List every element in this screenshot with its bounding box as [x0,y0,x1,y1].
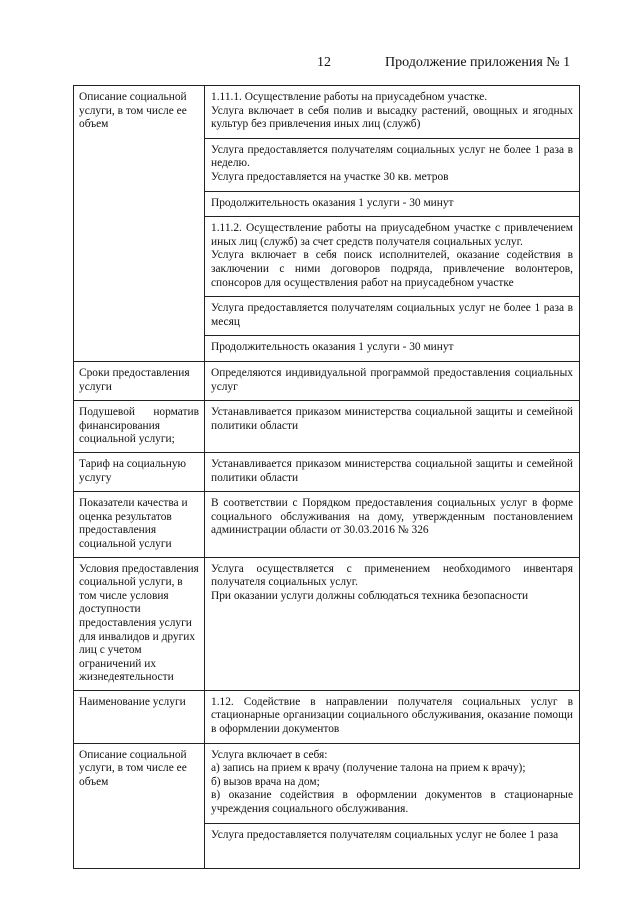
content-paragraph: Определяются индивидуальной программой предоставления социальных услуг [211,367,573,393]
content-block [205,691,579,743]
row-content-cell [205,690,580,743]
content-paragraph: Услуга предоставляется получателям социальных услуг не более 1 раза [211,828,559,841]
content-block [205,453,579,491]
content-block [205,492,579,544]
row-label: Описание социальной услуги, в том числе ее объем [79,748,187,788]
content-block [205,336,579,361]
content-paragraph: Услуга предоставляется на участке 30 кв. метров [211,170,449,183]
row-label-cell [74,743,205,868]
content-paragraph: Услуга осуществляется с применением необходимого инвентаря получателя социальных услуг. [211,562,573,589]
row-label: Наименование услуги [79,695,186,708]
content-paragraph: Услуга включает в себя поиск исполнителей, оказание содействия в заключении с ними договоров подряда, привлечение волонтеров, спонсоров для осуществления работ на приусадебном участке [211,249,573,289]
content-paragraph: Услуга предоставляется получателям социальных услуг не более 1 раза в месяц [211,302,573,328]
content-block [205,86,579,139]
row-label: Тариф на социальную услугу [79,457,187,484]
content-paragraph: 1.12. Содействие в направлении получателя социальных услуг в стационарные организации социального обслуживания, оказание помощи в оформлении документов [211,695,573,736]
content-block [205,558,579,610]
row-label-cell [74,690,205,743]
table-row [74,401,580,453]
row-label: Условия предоставления социальной услуги, в том числе условия доступности предоставления услуги для инвалидов и других лиц с учетом ограничений их жизнедеятельности [79,562,199,684]
content-paragraph: в) оказание содействия в оформлении документов в стационарные учреждения социального обслуживания. [211,789,573,816]
content-paragraph: б) вызов врача на дом; [211,775,320,788]
appendix-continuation-title: Продолжение приложения № 1 [385,55,571,70]
table-row [74,743,580,868]
row-content-cell [205,86,580,362]
content-paragraph: 1.11.2. Осуществление работы на приусадебном участке с привлечением иных лиц (служб) за счет средств получателя социальных услуг. [211,222,573,248]
content-paragraph: Услуга предоставляется получателям социальных услуг не более 1 раза в неделю. [211,143,573,170]
row-label: Сроки предоставления услуги [79,367,190,393]
row-label-cell [74,452,205,491]
content-block [205,744,579,824]
table-row [74,452,580,491]
table-row [74,492,580,557]
content-block [205,362,579,400]
table-row [74,86,580,362]
content-block [205,192,579,218]
row-content-cell [205,452,580,491]
service-table [73,85,580,869]
content-block [205,297,579,336]
content-paragraph: Продолжительность оказания 1 услуги - 30 минут [211,341,454,354]
row-label-cell [74,362,205,401]
content-block [205,217,579,297]
service-table-body [74,86,580,869]
content-paragraph: В соответствии с Порядком предоставления социальных услуг в форме социального обслуживания на дому, утвержденным постановлением администрации области от 30.03.2016 № 326 [211,497,573,537]
table-row [74,557,580,690]
content-paragraph: Услуга включает в себя полив и высадку растений, овощных и ягодных культур без привлечения иных лиц (служб) [211,104,573,131]
content-paragraph: а) запись на прием к врачу (получение талона на прием к врачу); [211,762,526,775]
content-paragraph: 1.11.1. Осуществление работы на приусадебном участке. [211,91,488,103]
content-paragraph: Продолжительность оказания 1 услуги - 30 минут [211,196,454,209]
row-label: Подушевой норматив финансирования социальной услуги; [79,406,199,446]
row-label: Показатели качества и оценка результатов предоставления социальной услуги [79,497,188,550]
content-paragraph: Услуга включает в себя: [211,748,328,761]
row-content-cell [205,401,580,453]
content-block [205,401,579,439]
row-label-cell [74,492,205,557]
page-number: 12 [317,55,331,70]
row-content-cell [205,362,580,401]
row-label-cell [74,86,205,362]
content-paragraph: Устанавливается приказом министерства социальной защиты и семейной политики области [211,406,573,432]
content-block [205,824,579,849]
row-content-cell [205,557,580,690]
row-label: Описание социальной услуги, в том числе ее объем [79,91,187,131]
row-label-cell [74,401,205,453]
row-content-cell [205,743,580,868]
content-block [205,139,579,192]
content-paragraph: При оказании услуги должны соблюдаться техника безопасности [211,589,529,602]
row-content-cell [205,492,580,557]
row-label-cell [74,557,205,690]
table-row [74,362,580,401]
table-row [74,690,580,743]
content-paragraph: Устанавливается приказом министерства социальной защиты и семейной политики области [211,457,573,484]
